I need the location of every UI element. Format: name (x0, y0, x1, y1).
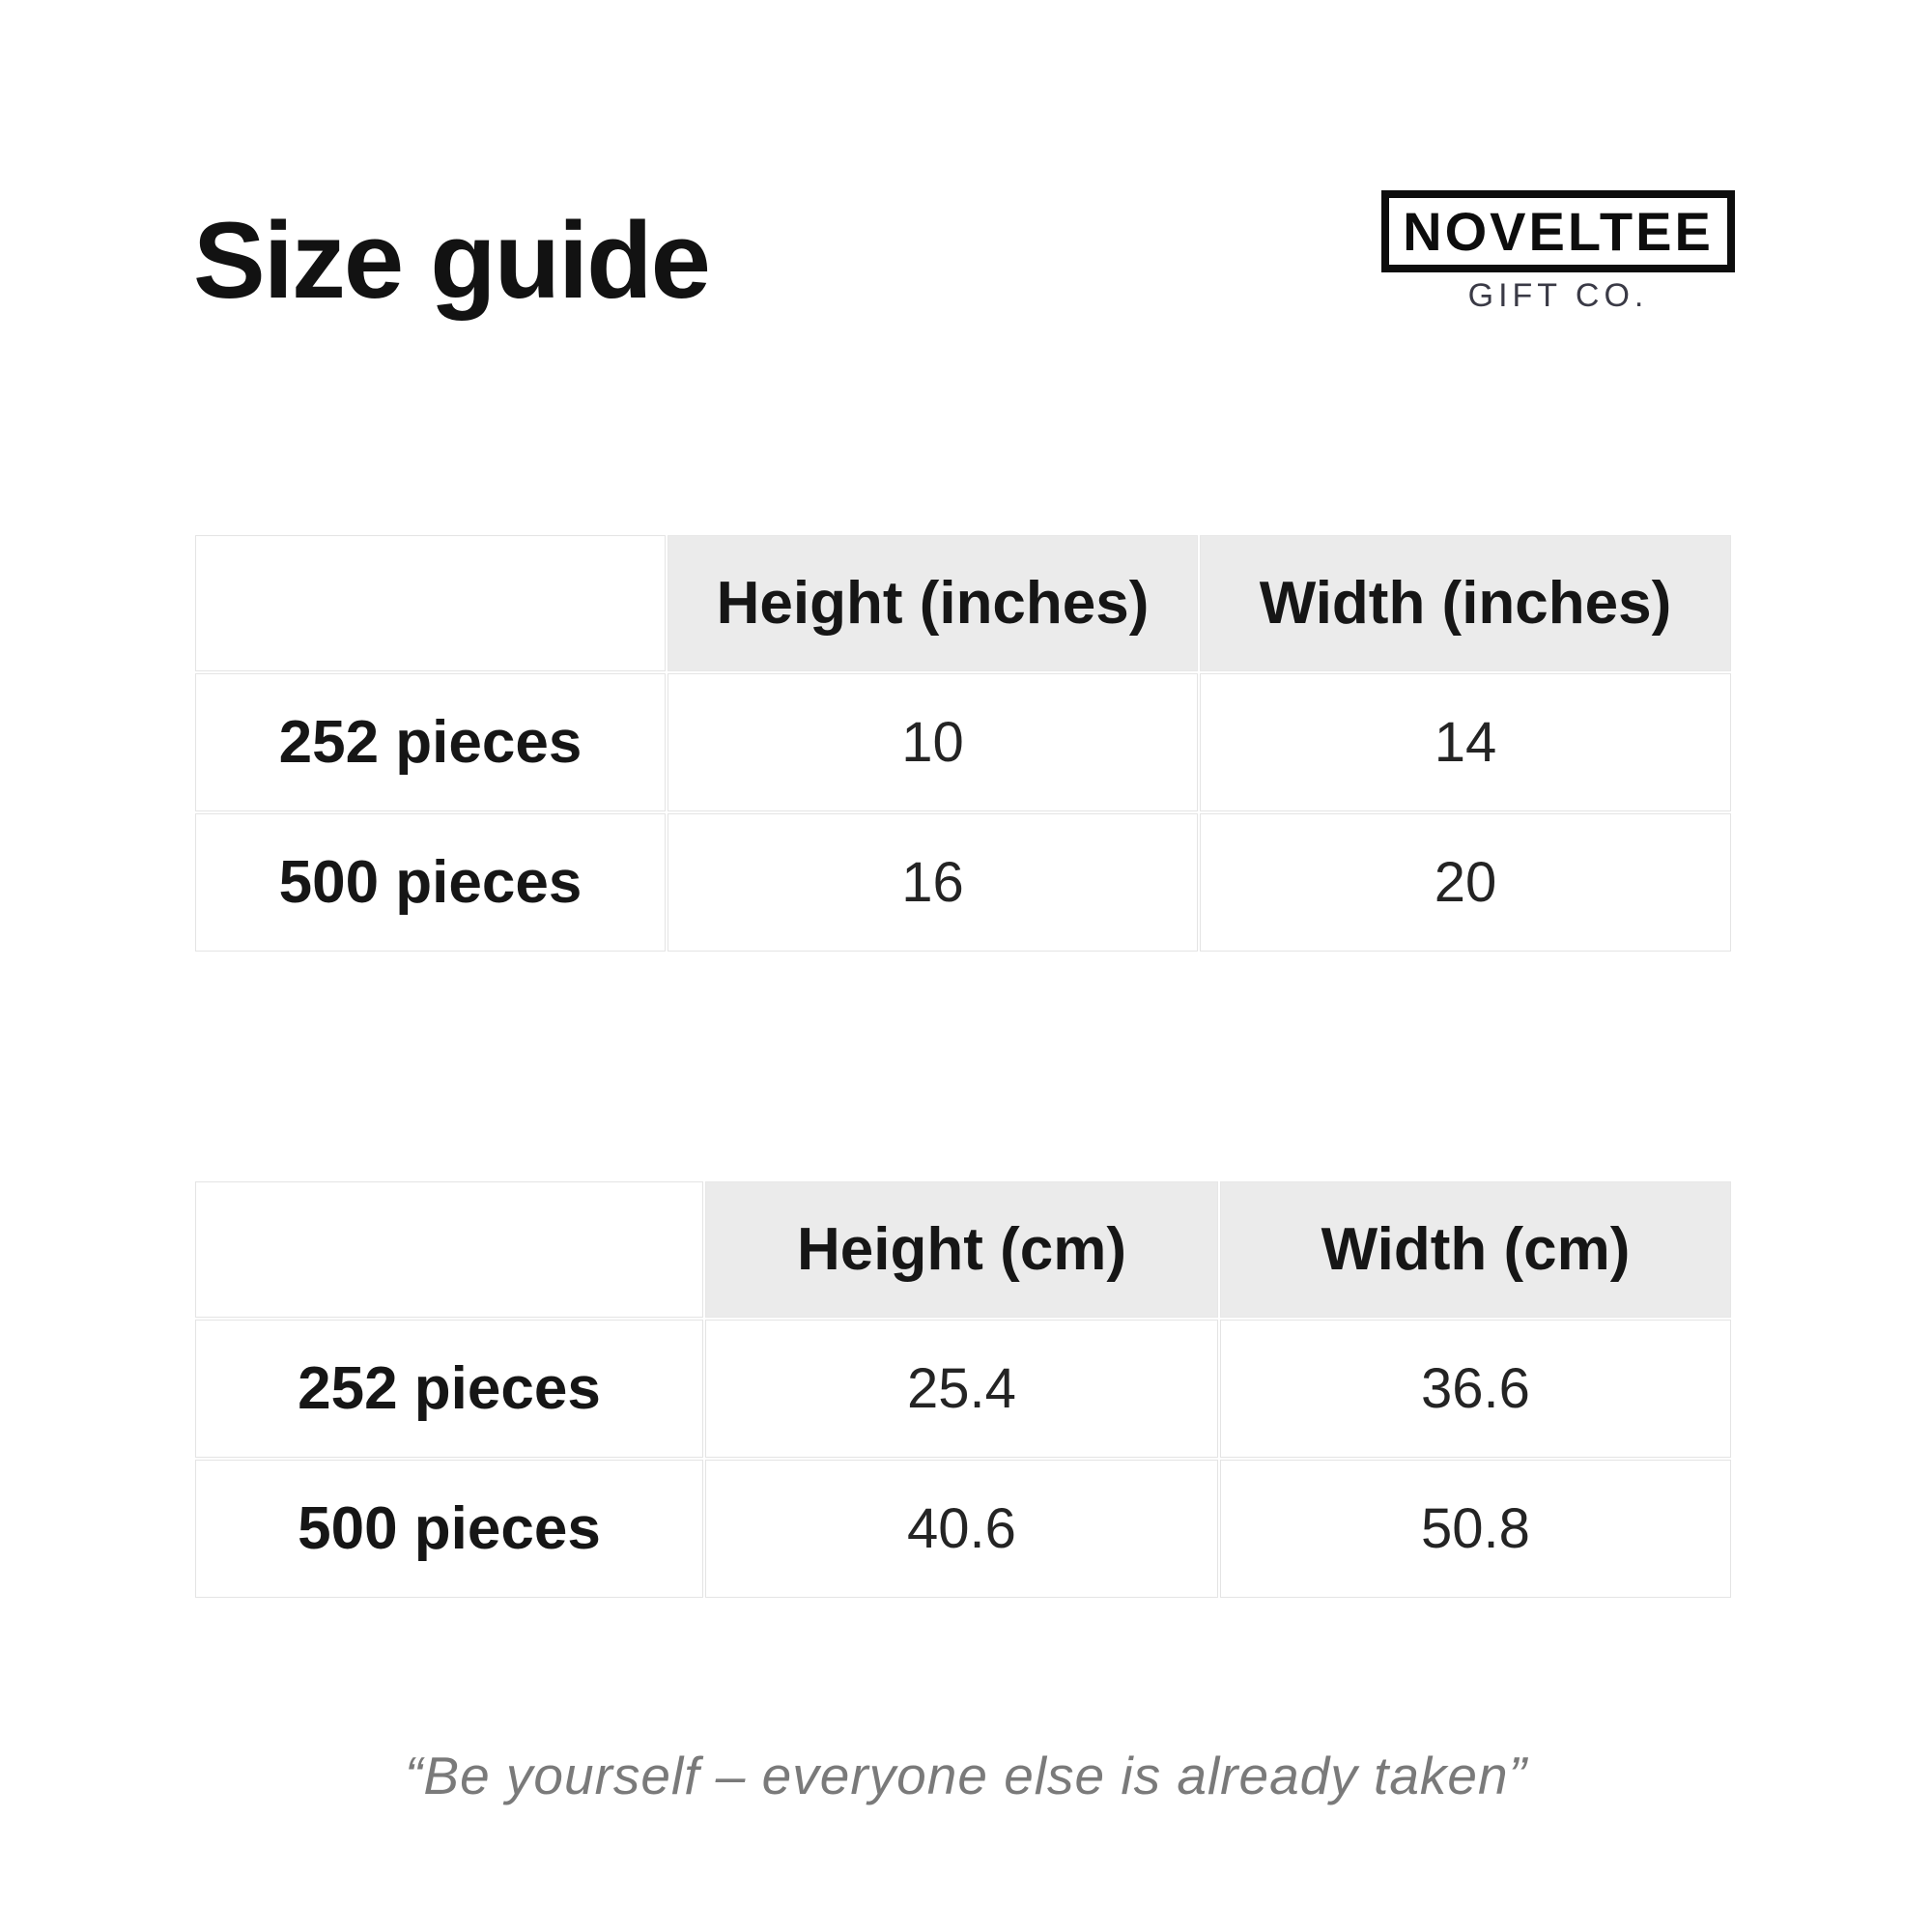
height-value: 40.6 (705, 1460, 1218, 1598)
logo-brand-text: NOVELTEE (1403, 200, 1714, 262)
corner-cell (195, 535, 666, 671)
height-inches-header: Height (inches) (668, 535, 1198, 671)
size-table-cm (193, 1179, 1733, 1600)
row-label: 252 pieces (195, 673, 666, 811)
height-value: 16 (668, 813, 1198, 952)
table-row (195, 1460, 1731, 1598)
width-value: 36.6 (1220, 1320, 1731, 1458)
width-value: 50.8 (1220, 1460, 1731, 1598)
table-row (195, 813, 1731, 952)
row-label: 500 pieces (195, 1460, 703, 1598)
row-label: 500 pieces (195, 813, 666, 952)
height-value: 25.4 (705, 1320, 1218, 1458)
height-value: 10 (668, 673, 1198, 811)
row-label: 252 pieces (195, 1320, 703, 1458)
quote-text: “Be yourself – everyone else is already taken” (405, 1746, 1527, 1805)
brand-logo (1381, 190, 1735, 312)
logo-subtitle: GIFT CO. (1467, 277, 1649, 314)
width-cm-header: Width (cm) (1220, 1181, 1731, 1318)
width-value: 20 (1200, 813, 1731, 952)
table-header-row (195, 1181, 1731, 1318)
page-title: Size guide (193, 200, 709, 321)
table-header-row (195, 535, 1731, 671)
logo-frame (1381, 190, 1735, 272)
size-table-inches (193, 533, 1733, 953)
width-inches-header: Width (inches) (1200, 535, 1731, 671)
table-row (195, 1320, 1731, 1458)
corner-cell (195, 1181, 703, 1318)
width-value: 14 (1200, 673, 1731, 811)
height-cm-header: Height (cm) (705, 1181, 1218, 1318)
table-row (195, 673, 1731, 811)
